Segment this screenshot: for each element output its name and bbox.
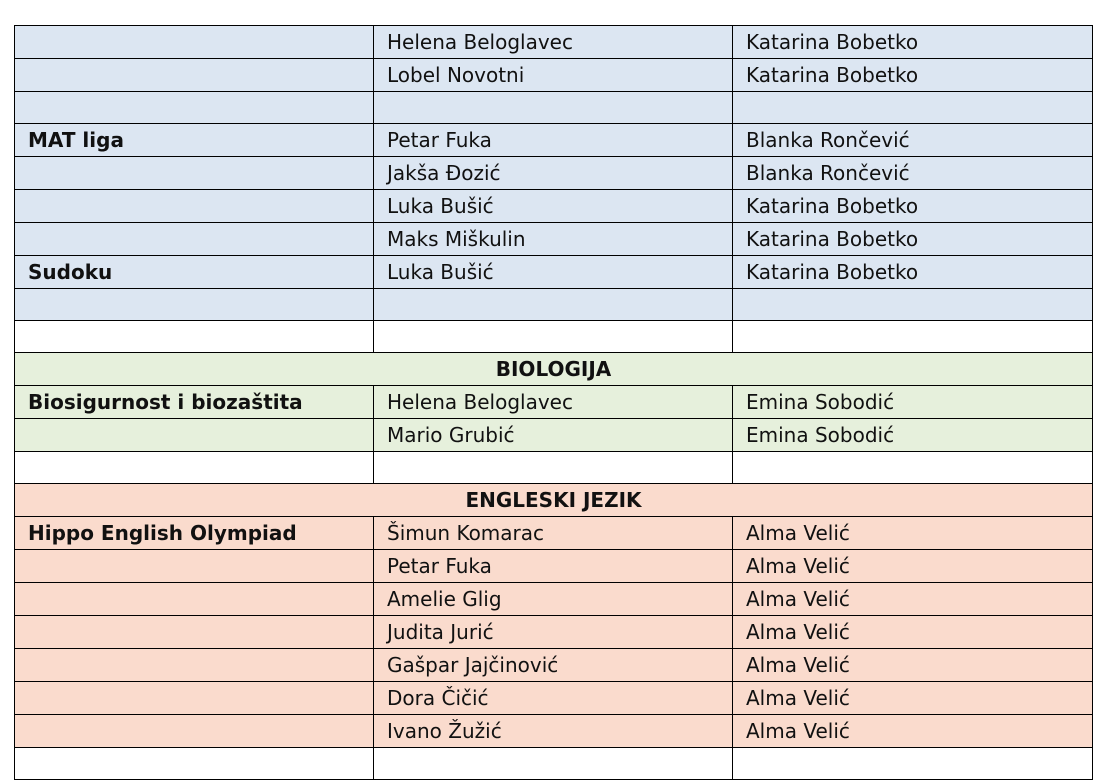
competition-cell <box>15 157 374 190</box>
table-row <box>15 59 1093 92</box>
table-row <box>15 190 1093 223</box>
student-cell: Šimun Komarac <box>374 517 733 550</box>
competition-cell: Sudoku <box>15 256 374 289</box>
table-row <box>15 452 1093 484</box>
section-header-row <box>15 484 1093 517</box>
competition-cell <box>15 452 374 484</box>
competition-cell <box>15 289 374 321</box>
mentor-cell: Alma Velić <box>733 616 1093 649</box>
empty-cell <box>15 748 374 780</box>
table-row <box>15 517 1093 550</box>
competition-cell <box>15 550 374 583</box>
student-cell: Lobel Novotni <box>374 59 733 92</box>
student-cell: Jakša Đozić <box>374 157 733 190</box>
competition-cell <box>15 92 374 124</box>
table-row <box>15 715 1093 748</box>
empty-cell <box>733 748 1093 780</box>
student-cell: Mario Grubić <box>374 419 733 452</box>
mentor-cell: Alma Velić <box>733 715 1093 748</box>
table-row <box>15 223 1093 256</box>
mentor-cell: Katarina Bobetko <box>733 190 1093 223</box>
mentor-cell: Alma Velić <box>733 550 1093 583</box>
competition-cell <box>15 190 374 223</box>
competition-cell: Biosigurnost i biozaštita <box>15 386 374 419</box>
mentor-cell: Emina Sobodić <box>733 419 1093 452</box>
table-row <box>15 748 1093 780</box>
mentor-cell: Emina Sobodić <box>733 386 1093 419</box>
table-row <box>15 26 1093 59</box>
table-row <box>15 649 1093 682</box>
competition-cell <box>15 223 374 256</box>
competition-cell <box>15 682 374 715</box>
table-row <box>15 682 1093 715</box>
student-cell: Luka Bušić <box>374 256 733 289</box>
mentor-cell: Katarina Bobetko <box>733 26 1093 59</box>
competition-cell <box>15 419 374 452</box>
student-cell <box>374 321 733 353</box>
competition-cell: Hippo English Olympiad <box>15 517 374 550</box>
student-cell <box>374 92 733 124</box>
table-row <box>15 419 1093 452</box>
student-cell: Dora Čičić <box>374 682 733 715</box>
mentor-cell <box>733 452 1093 484</box>
mentor-cell: Alma Velić <box>733 517 1093 550</box>
competition-cell <box>15 616 374 649</box>
competition-cell <box>15 583 374 616</box>
competition-cell <box>15 321 374 353</box>
competition-results-table <box>14 25 1093 780</box>
table-row <box>15 157 1093 190</box>
section-header: ENGLESKI JEZIK <box>15 484 1093 517</box>
table-body <box>15 26 1093 780</box>
student-cell <box>374 289 733 321</box>
mentor-cell: Alma Velić <box>733 649 1093 682</box>
student-cell: Gašpar Jajčinović <box>374 649 733 682</box>
student-cell: Amelie Glig <box>374 583 733 616</box>
student-cell: Helena Beloglavec <box>374 386 733 419</box>
student-cell: Petar Fuka <box>374 124 733 157</box>
mentor-cell: Katarina Bobetko <box>733 256 1093 289</box>
competition-cell <box>15 649 374 682</box>
student-cell: Luka Bušić <box>374 190 733 223</box>
student-cell: Judita Jurić <box>374 616 733 649</box>
mentor-cell: Katarina Bobetko <box>733 59 1093 92</box>
student-cell: Maks Miškulin <box>374 223 733 256</box>
student-cell <box>374 452 733 484</box>
competition-cell: MAT liga <box>15 124 374 157</box>
table-row <box>15 256 1093 289</box>
student-cell: Ivano Žužić <box>374 715 733 748</box>
mentor-cell: Alma Velić <box>733 583 1093 616</box>
table-row <box>15 321 1093 353</box>
competition-cell <box>15 59 374 92</box>
mentor-cell: Katarina Bobetko <box>733 223 1093 256</box>
table-row <box>15 92 1093 124</box>
table-row <box>15 124 1093 157</box>
mentor-cell <box>733 92 1093 124</box>
mentor-cell <box>733 321 1093 353</box>
mentor-cell: Blanka Rončević <box>733 124 1093 157</box>
competition-cell <box>15 715 374 748</box>
table-row <box>15 289 1093 321</box>
table-row <box>15 550 1093 583</box>
table-row <box>15 583 1093 616</box>
table-row <box>15 616 1093 649</box>
competition-cell <box>15 26 374 59</box>
student-cell: Helena Beloglavec <box>374 26 733 59</box>
table-row <box>15 386 1093 419</box>
mentor-cell: Blanka Rončević <box>733 157 1093 190</box>
empty-cell <box>374 748 733 780</box>
section-header: BIOLOGIJA <box>15 353 1093 386</box>
mentor-cell <box>733 289 1093 321</box>
mentor-cell: Alma Velić <box>733 682 1093 715</box>
section-header-row <box>15 353 1093 386</box>
student-cell: Petar Fuka <box>374 550 733 583</box>
